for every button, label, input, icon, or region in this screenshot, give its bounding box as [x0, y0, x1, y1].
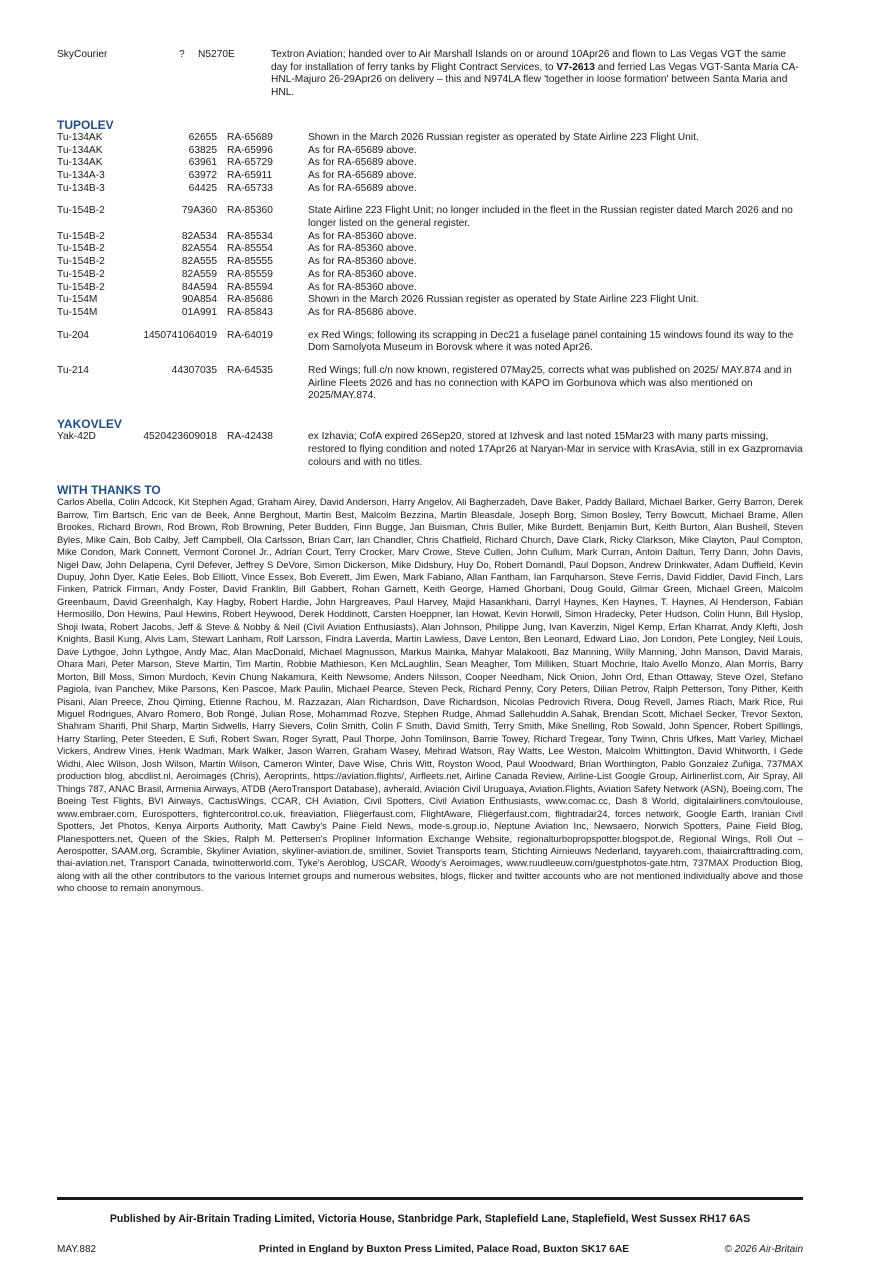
aircraft-type: Tu-154B-2 — [57, 268, 105, 280]
entry-note: ex Izhavia; CofA expired 26Sep20, stored at Izhvesk and last noted 15Mar23 with many parts missing, restored to flying condition and noted 17Apr26 at Naryan-Mar in service with KrasAvia, still in ex Gazpromavia colours and with no titles. — [308, 431, 803, 468]
entry-skycourier — [57, 49, 803, 100]
entry-row — [57, 132, 803, 145]
registration: N5270E — [198, 49, 235, 60]
entry-note: As for RA-85360 above. — [308, 256, 417, 268]
entry-note: As for RA-65689 above. — [308, 144, 417, 156]
registration: RA-65996 — [227, 144, 273, 156]
entry-note: As for RA-85360 above. — [308, 243, 417, 255]
construction-number: 44307035 — [171, 365, 217, 377]
registration: RA-64535 — [227, 365, 273, 377]
entry-note: Red Wings; full c/n now known, registered 07May25, corrects what was published on 2025/ MAY.874 and in Airline Fleets 2026 and has no connection with KAPO im Gorbunova which was also mentioned on 2025/MAY.874. — [308, 365, 792, 402]
registration: RA-64019 — [227, 329, 273, 341]
aircraft-type: Tu-154B-2 — [57, 256, 105, 268]
registration: RA-85534 — [227, 230, 273, 242]
page-reference: MAY.882 — [57, 1244, 97, 1255]
construction-number: 62655 — [188, 131, 217, 143]
entry-row — [57, 205, 803, 230]
section-heading-thanks: WITH THANKS TO — [57, 483, 161, 498]
registration: RA-85559 — [227, 268, 273, 280]
aircraft-type: Tu-154B-2 — [57, 281, 105, 293]
entry-row — [57, 307, 803, 320]
note-text: and ferried Las Vegas VGT-Santa Maria CA-HNL-Majuro 26-29Apr26 on delivery – this and N974LA flew 'together in loose formation' between Santa Maria and HNL. — [271, 61, 799, 99]
aircraft-type: Tu-204 — [57, 329, 89, 341]
publisher-line: Published by Air-Britain Trading Limited, Victoria House, Stanbridge Park, Staplefield Lane, Staplefield, West Sussex RH17 6AS — [109, 1213, 751, 1225]
entry-note: As for RA-85360 above. — [308, 281, 417, 293]
construction-number: 63961 — [188, 157, 217, 169]
entry-note: As for RA-65689 above. — [308, 157, 417, 169]
entry-row — [57, 145, 803, 158]
registration: RA-85843 — [227, 306, 273, 318]
aircraft-type: Tu-154B-2 — [57, 243, 105, 255]
construction-number: 82A554 — [181, 243, 217, 255]
aircraft-type: Tu-134A-3 — [57, 169, 105, 181]
spacer — [57, 195, 803, 205]
entry-note: As for RA-65689 above. — [308, 169, 417, 181]
aircraft-type: Tu-214 — [57, 365, 89, 377]
aircraft-type: Tu-154M — [57, 306, 98, 318]
construction-number: 4520423609018 — [143, 431, 217, 443]
page-content — [57, 49, 803, 896]
construction-number: 90A854 — [181, 294, 217, 306]
entry-row — [57, 269, 803, 282]
construction-number: 82A555 — [181, 256, 217, 268]
aircraft-type: SkyCourier — [57, 49, 108, 60]
section-heading-tupolev: TUPOLEV — [57, 117, 114, 132]
registration: RA-85555 — [227, 256, 273, 268]
registration: RA-65689 — [227, 131, 273, 143]
construction-number: 63972 — [188, 169, 217, 181]
construction-number: 84A594 — [181, 281, 217, 293]
aircraft-type: Tu-154B-2 — [57, 230, 105, 242]
entry-row — [57, 256, 803, 269]
entry-note: As for RA-85360 above. — [308, 230, 417, 242]
entry-row — [57, 294, 803, 307]
aircraft-type: Tu-154B-2 — [57, 205, 105, 217]
registration: RA-65733 — [227, 182, 273, 194]
entry-note: ex Red Wings; following its scrapping in Dec21 a fuselage panel containing 15 windows found its way to the Dom Samolyota Museum in Borovsk where it was noted Apr26. — [308, 329, 794, 354]
entry-note: As for RA-85360 above. — [308, 268, 417, 280]
registration: RA-65911 — [227, 169, 273, 181]
entry-tu204 — [57, 330, 803, 355]
entry-row — [57, 282, 803, 295]
construction-number: 64425 — [188, 182, 217, 194]
registration: RA-65729 — [227, 157, 273, 169]
tupolev-group-134 — [57, 132, 803, 196]
entry-yak42 — [57, 431, 803, 469]
note-text: Textron Aviation; handed over to Air Marshall Islands on or around 10Apr26 and flown to Las Vegas VGT the same day for installation of ferry tanks by Flight Contract Services, to — [271, 49, 786, 73]
entry-row — [57, 157, 803, 170]
printer-line: Printed in England by Buxton Press Limited, Palace Road, Buxton SK17 6AE — [258, 1244, 630, 1255]
aircraft-type: Tu-154M — [57, 294, 98, 306]
spacer — [57, 355, 803, 365]
entry-note: Shown in the March 2026 Russian register as operated by State Airline 223 Flight Unit. — [308, 294, 699, 306]
entry-note: Shown in the March 2026 Russian register as operated by State Airline 223 Flight Unit. — [308, 131, 699, 143]
entry-row — [57, 243, 803, 256]
registration: RA-85360 — [227, 205, 273, 217]
section-heading-yakovlev: YAKOVLEV — [57, 417, 122, 432]
registration: RA-85554 — [227, 243, 273, 255]
entry-note: As for RA-65689 above. — [308, 182, 417, 194]
thanks-paragraph: Carlos Abella, Colin Adcock, Kit Stephen Agad, Graham Airey, David Anderson, Harry Angelov, Ali Bagherzadeh, Dave Baker, Paddy Ballard, Michael Barker, Gerry Barron, Derek Barrow, Tim Bartsch, Eric van de Beek, Anne Berghout, Martin Best, Malcolm Bezzina, Martin Bleasdale, Joseph Borg, Simon Bosley, Terry Bowcutt, Michael Brame, Allen Brookes, Richard Brown, Rod Brown, Rob Browning, Peter Budden, Finn Bugge, Jan Buisman, Chris Buller, Mike Burdett, Benjamin Burt, Keith Burton, Alan Bushell, Steven Byles, Mike Cain, Bob Calby, Jeff Campbell, Ola Carlsson, Brian Carr, Ian Chandler, Chris Chatfield, Richard Church, Dave Clark, Ricky Clarkson, Mike Clayton, Paul Compton, Mike Condon, Mark Connett, Vermont Coronel Jr., Adrian Court, Terry Crocker, Marv Crowe, Steve Cullen, John Cullum, Mark Curran, Antoin Daltun, Terry Dann, John Davis, Nigel Daw, John Delapena, Cyril Defever, Jeffrey S DeVore, Simon Dickerson, Mike Didsbury, Huy Do, Robert Domandl, Paul Dopson, Andrew Drinkwater, Adam Duffield, Kevin Dupuy, John Dyer, Katie Eeles, Bob Elliott, Vince Essex, Bob Everett, Jim Ewen, Mark Fabiano, Allan Fantham, Ian Farquharson, Steve Ferris, David Fiddler, David Finch, Lars Finken, Patrick Firman, Andy Foster, David Franklin, Bill Gabbert, Rohan Garnett, Keith George, Hamed Ghorbani, Doug Gould, Gilmar Green, Michael Green, Malcolm Greenbaum, David Greenhalgh, Kay Hagby, Robert Hardie, John Hargreaves, Paul Harvey, Majid Hasankhani, Darryl Haynes, Ken Haynes, T. Haynes, Al Henderson, Fabián Hermosillo, Don Hewins, Paul Hewins, Robert Heywood, Derek Hoddinott, Carsten Hoeppner, Ian Howat, Kevin Horwill, Simon Hradecky, Peter Hudson, Colin Hunn, Bill Hyslop, Shoji Iwata, Robert Jacobs, Jeff & Steve & Nobby & Neil (Civil Aviation Enthusiasts), Alan Johnson, Philippe Jung, Ivan Kaverzin, Nigel Kemp, Erfan Kharrat, Andy Klefti, Josh Knights, Basil Kung, Alvis Lam, Stewart Lanham, Rolf Larsson, Findra Laverda, Martin Lawless, Dave Lenton, Ben Leonard, Edward Liao, Jon London, Pete Longley, Neil Louis, Dave Lythgoe, John Lythgoe, Andy Mac, Alan MacDonald, Michael Magnusson, Markus Mainka, Mahyar Malakooti, Baz Manning, Willy Manning, John Manson, David Marais, Ohara Mari, Peter Marson, Steve Martin, Tim Martin, Robbie Mathieson, Ken McLaughlin, Sean Meagher, Tom Milliken, Stuart Mochrie, Italo Avello Monzo, Alan Morris, Barry Morton, Bill Moss, Simon Murdoch, Kevin Chung Nakamura, Keith Newsome, Anders Nilsson, Cooper Needham, Nick Onion, John Ord, Ethan Ottaway, Steve Ozel, Stefano Pagiola, Ivan Panchev, Mike Parsons, Ken Pascoe, Mark Paulin, Michael Pearce, Steven Peck, Richard Penny, Cory Peters, Dilian Petrov, Ralph Petterson, Tony Pither, Keith Pisani, Alan Preece, Zhou Qiming, Etienne Rachou, M. Razzazan, Alan Richardson, Dave Richardson, Nicolas Pedrovich Rivera, Doug Revell, James Riach, Mark Rice, Rui Miguel Rodrigues, Alvaro Romero, Bob Rongé, Julian Rose, Mohammad Rozve, Stephen Rudge, Ahmad Sallehuddin A.Sahak, Brendan Scott, Michael Secker, Trevor Sexton, Shahram Sharifi, Phil Sharp, Martin Sidwells, Harry Sievers, Colin Smith, Colin F Smith, David Smith, Terry Smith, Mike Snelling, Rob Sowald, John Spencer, Robert Spillings, Harry Starling, Peter Steeden, E Sufi, Robert Swan, Roger Syratt, Paul Thorpe, John Tomlinson, Barrie Towey, Richard Tregear, Tony Twinn, Chris Ufkes, Matt Varley, Michael Vickers, Andrew Vines, Henk Wadman, Mark Walker, Jason Warren, Graham Wasey, Mehrad Watson, Ray Watts, Lee Weston, Malcolm Whittington, David Whitworth, I Gede Widhi, Alec Wilson, Josh Wilson, Martin Wilson, Cameron Winter, Dave Wise, Chris Witt, Royston Wood, Paul Woodward, Brian Worthington, Pablo Gonzalez Zuñiga, 737MAX production blog, abcdlist.nl, Aeroimages (Chris), Aeroprints, https://aviation.flights/, Airfleets.net, Airline Canada Review, Airline-List Google Group, Airlinerlist.com, Air Spray, All Things 787, ANAC Brasil, Armenia Airways, ATDB (AeroTransport Database), avherald, Aviación Civil Uruguaya, Aviation.Flights, Aviation Safety Network (ASN), Boeing.com, The Boeing Test Flights, BVI Airways, CactusWings, CCAR, CH Aviation, Civil Spotters, Civil Aviation Enthusiasts, www.comac.cc, Dash 8 World, digitalairliners.com/toulouse, www.embraer.com, Eurospotters, fightercontrol.co.uk, fireaviation, Fliègerfaust.com, FlightAware, Fliègerfaust.com, flightradar24, forces network, Google Earth, Iranian Civil Spotters, Jet Photos, Kenya Airports Authority, Matt Cawby's Paine Field News, mode-s.group.io, Neptune Aviation Inc, Newsaero, Norwich Spotters, Paine Field Blog, Planespotters.net, Queen of the Skies, Ralph M. Pettersen's Propliner Information Exchange Website, regionalturbopropspotter.blogspot.de, Regional Wings, Roll Out – Aerospotter, SAAM.org, Scramble, Skyliner Aviation, skyliner-aviation.de, smiliner, Soviet Transports team, Stichting Airnieuws Nederland, tayyareh.com, thaiaircrafttrading.com, thai-aviation.net, Transport Canada, twinotterworld.com, Tyke's Aeroblog, USCAR, Woody's Aeroimages, www.ruudleeuw.com/guestphotos-gate.htm, 737MAX Production Blog, along with all the other contributors to the various Internet groups and numerous websites, blogs, flicker and twitter accounts who are not mentioned individually above and those who choose to remain anonymous. — [57, 497, 803, 895]
entry-row — [57, 231, 803, 244]
tupolev-group-154 — [57, 205, 803, 319]
aircraft-type: Tu-134AK — [57, 131, 103, 143]
construction-number: 82A534 — [181, 230, 217, 242]
construction-number: 82A559 — [181, 268, 217, 280]
construction-number: ? — [179, 49, 185, 60]
note-bold-registration: V7-2613 — [556, 61, 595, 73]
registration: RA-42438 — [227, 431, 273, 443]
spacer — [57, 320, 803, 330]
aircraft-type: Tu-134AK — [57, 157, 103, 169]
construction-number: 79A360 — [181, 205, 217, 217]
copyright-notice: © 2026 Air-Britain — [724, 1244, 803, 1255]
construction-number: 1450741064019 — [143, 329, 217, 341]
construction-number: 63825 — [188, 144, 217, 156]
entry-note: State Airline 223 Flight Unit; no longer included in the fleet in the Russian register dated March 2026 and no longer listed on the general register. — [308, 205, 793, 230]
registration: RA-85686 — [227, 294, 273, 306]
aircraft-type: Tu-134B-3 — [57, 182, 105, 194]
entry-row — [57, 183, 803, 196]
entry-note: As for RA-85686 above. — [308, 306, 417, 318]
footer-divider — [57, 1197, 803, 1200]
entry-row — [57, 170, 803, 183]
aircraft-type: Tu-134AK — [57, 144, 103, 156]
entry-note — [271, 49, 803, 100]
registration: RA-85594 — [227, 281, 273, 293]
entry-tu214 — [57, 365, 803, 403]
construction-number: 01A991 — [181, 306, 217, 318]
aircraft-type: Yak-42D — [57, 431, 96, 443]
